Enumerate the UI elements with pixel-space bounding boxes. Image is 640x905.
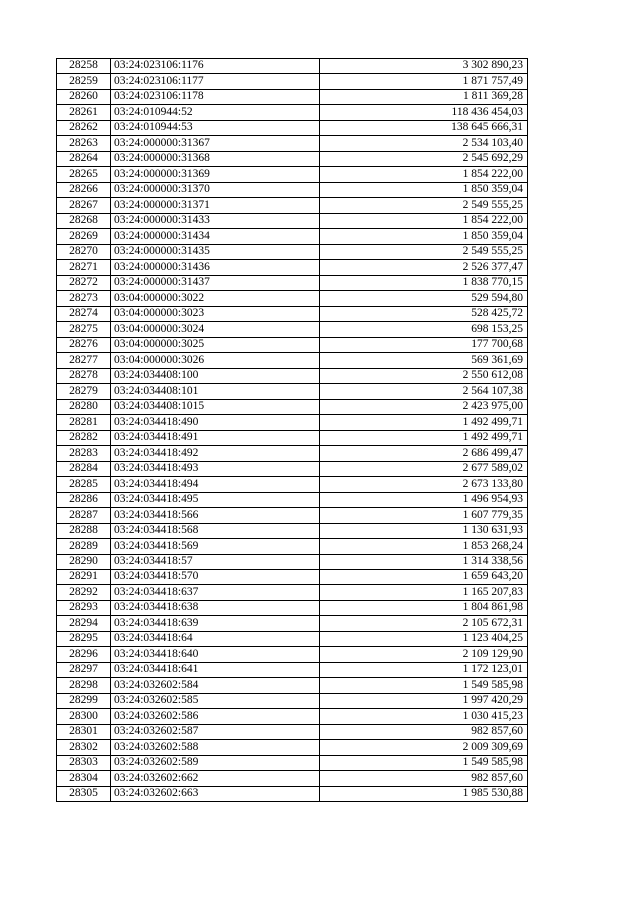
cadastral-number: 03:24:034418:569 bbox=[111, 539, 320, 554]
cadastral-number: 03:24:034418:568 bbox=[111, 523, 320, 538]
cadastral-value: 569 361,69 bbox=[320, 353, 528, 368]
cadastral-number: 03:24:010944:52 bbox=[111, 105, 320, 120]
row-number: 28295 bbox=[57, 631, 111, 646]
cadastral-number: 03:24:032602:586 bbox=[111, 709, 320, 724]
table-row bbox=[57, 693, 528, 708]
table-row bbox=[57, 322, 528, 337]
cadastral-number: 03:24:023106:1176 bbox=[111, 59, 320, 74]
row-number: 28269 bbox=[57, 229, 111, 244]
row-number: 28264 bbox=[57, 151, 111, 166]
row-number: 28296 bbox=[57, 647, 111, 662]
row-number: 28259 bbox=[57, 74, 111, 89]
row-number: 28287 bbox=[57, 508, 111, 523]
cadastral-value: 1 607 779,35 bbox=[320, 508, 528, 523]
row-number: 28260 bbox=[57, 89, 111, 104]
cadastral-number: 03:04:000000:3025 bbox=[111, 337, 320, 352]
row-number: 28297 bbox=[57, 662, 111, 677]
cadastral-value: 1 985 530,88 bbox=[320, 786, 528, 801]
cadastral-number: 03:24:034418:566 bbox=[111, 508, 320, 523]
cadastral-value: 982 857,60 bbox=[320, 724, 528, 739]
row-number: 28305 bbox=[57, 786, 111, 801]
table-row bbox=[57, 306, 528, 321]
cadastral-value: 1 165 207,83 bbox=[320, 585, 528, 600]
row-number: 28266 bbox=[57, 182, 111, 197]
row-number: 28267 bbox=[57, 198, 111, 213]
row-number: 28288 bbox=[57, 523, 111, 538]
row-number: 28293 bbox=[57, 600, 111, 615]
row-number: 28277 bbox=[57, 353, 111, 368]
row-number: 28263 bbox=[57, 136, 111, 151]
row-number: 28268 bbox=[57, 213, 111, 228]
table-row bbox=[57, 523, 528, 538]
cadastral-number: 03:24:000000:31367 bbox=[111, 136, 320, 151]
cadastral-value: 1 549 585,98 bbox=[320, 755, 528, 770]
cadastral-number: 03:04:000000:3023 bbox=[111, 306, 320, 321]
cadastral-number: 03:24:032602:584 bbox=[111, 678, 320, 693]
cadastral-number: 03:24:032602:662 bbox=[111, 771, 320, 786]
cadastral-value: 2 677 589,02 bbox=[320, 461, 528, 476]
table-row bbox=[57, 105, 528, 120]
cadastral-number: 03:24:000000:31369 bbox=[111, 167, 320, 182]
table-row bbox=[57, 337, 528, 352]
cadastral-number: 03:24:000000:31436 bbox=[111, 260, 320, 275]
table-row bbox=[57, 198, 528, 213]
table-row bbox=[57, 554, 528, 569]
cadastral-number: 03:24:034418:493 bbox=[111, 461, 320, 476]
cadastral-number: 03:24:034418:490 bbox=[111, 415, 320, 430]
row-number: 28274 bbox=[57, 306, 111, 321]
table-row bbox=[57, 600, 528, 615]
table-row bbox=[57, 461, 528, 476]
row-number: 28292 bbox=[57, 585, 111, 600]
cadastral-value: 2 109 129,90 bbox=[320, 647, 528, 662]
cadastral-number: 03:24:032602:588 bbox=[111, 740, 320, 755]
cadastral-value: 1 997 420,29 bbox=[320, 693, 528, 708]
row-number: 28271 bbox=[57, 260, 111, 275]
row-number: 28270 bbox=[57, 244, 111, 259]
cadastral-value: 1 804 861,98 bbox=[320, 600, 528, 615]
row-number: 28298 bbox=[57, 678, 111, 693]
cadastral-value: 1 492 499,71 bbox=[320, 430, 528, 445]
cadastral-number: 03:24:034418:637 bbox=[111, 585, 320, 600]
table-row bbox=[57, 616, 528, 631]
cadastral-number: 03:24:034408:100 bbox=[111, 368, 320, 383]
cadastral-number: 03:24:032602:589 bbox=[111, 755, 320, 770]
cadastral-value: 1 850 359,04 bbox=[320, 182, 528, 197]
cadastral-value: 529 594,80 bbox=[320, 291, 528, 306]
row-number: 28280 bbox=[57, 399, 111, 414]
cadastral-number: 03:24:034418:494 bbox=[111, 477, 320, 492]
row-number: 28262 bbox=[57, 120, 111, 135]
cadastral-number: 03:24:000000:31371 bbox=[111, 198, 320, 213]
cadastral-number: 03:24:023106:1177 bbox=[111, 74, 320, 89]
cadastral-value: 2 686 499,47 bbox=[320, 446, 528, 461]
cadastral-value: 2 673 133,80 bbox=[320, 477, 528, 492]
cadastral-value: 1 871 757,49 bbox=[320, 74, 528, 89]
table-row bbox=[57, 740, 528, 755]
cadastral-number: 03:24:034418:640 bbox=[111, 647, 320, 662]
table-row bbox=[57, 786, 528, 801]
table-row bbox=[57, 275, 528, 290]
row-number: 28284 bbox=[57, 461, 111, 476]
cadastral-value: 138 645 666,31 bbox=[320, 120, 528, 135]
row-number: 28273 bbox=[57, 291, 111, 306]
cadastral-value: 2 526 377,47 bbox=[320, 260, 528, 275]
table-row bbox=[57, 353, 528, 368]
table-row bbox=[57, 291, 528, 306]
table-row bbox=[57, 508, 528, 523]
cadastral-value: 2 550 612,08 bbox=[320, 368, 528, 383]
table-row bbox=[57, 662, 528, 677]
table-row bbox=[57, 569, 528, 584]
cadastral-number: 03:04:000000:3026 bbox=[111, 353, 320, 368]
cadastral-value-table bbox=[56, 58, 528, 802]
cadastral-value: 118 436 454,03 bbox=[320, 105, 528, 120]
cadastral-value: 1 811 369,28 bbox=[320, 89, 528, 104]
row-number: 28261 bbox=[57, 105, 111, 120]
cadastral-number: 03:24:010944:53 bbox=[111, 120, 320, 135]
row-number: 28275 bbox=[57, 322, 111, 337]
cadastral-value: 1 492 499,71 bbox=[320, 415, 528, 430]
cadastral-value: 2 549 555,25 bbox=[320, 198, 528, 213]
cadastral-value: 528 425,72 bbox=[320, 306, 528, 321]
table-row bbox=[57, 709, 528, 724]
cadastral-number: 03:24:032602:587 bbox=[111, 724, 320, 739]
cadastral-value: 1 549 585,98 bbox=[320, 678, 528, 693]
row-number: 28278 bbox=[57, 368, 111, 383]
table-row bbox=[57, 585, 528, 600]
cadastral-value: 3 302 890,23 bbox=[320, 59, 528, 74]
cadastral-number: 03:24:000000:31435 bbox=[111, 244, 320, 259]
table-row bbox=[57, 678, 528, 693]
row-number: 28302 bbox=[57, 740, 111, 755]
table-row bbox=[57, 59, 528, 74]
cadastral-value: 2 534 103,40 bbox=[320, 136, 528, 151]
table-row bbox=[57, 430, 528, 445]
cadastral-number: 03:24:000000:31434 bbox=[111, 229, 320, 244]
cadastral-number: 03:04:000000:3022 bbox=[111, 291, 320, 306]
table-row bbox=[57, 182, 528, 197]
cadastral-number: 03:24:034418:641 bbox=[111, 662, 320, 677]
row-number: 28281 bbox=[57, 415, 111, 430]
table-row bbox=[57, 492, 528, 507]
cadastral-number: 03:24:034418:57 bbox=[111, 554, 320, 569]
table-row bbox=[57, 647, 528, 662]
cadastral-value: 1 854 222,00 bbox=[320, 167, 528, 182]
table-row bbox=[57, 120, 528, 135]
row-number: 28294 bbox=[57, 616, 111, 631]
cadastral-number: 03:24:034418:639 bbox=[111, 616, 320, 631]
cadastral-value: 1 850 359,04 bbox=[320, 229, 528, 244]
cadastral-number: 03:24:032602:585 bbox=[111, 693, 320, 708]
cadastral-value: 177 700,68 bbox=[320, 337, 528, 352]
table-row bbox=[57, 260, 528, 275]
row-number: 28279 bbox=[57, 384, 111, 399]
cadastral-value: 1 130 631,93 bbox=[320, 523, 528, 538]
row-number: 28290 bbox=[57, 554, 111, 569]
table-row bbox=[57, 167, 528, 182]
cadastral-number: 03:04:000000:3024 bbox=[111, 322, 320, 337]
cadastral-number: 03:24:000000:31437 bbox=[111, 275, 320, 290]
cadastral-number: 03:24:034408:101 bbox=[111, 384, 320, 399]
cadastral-value: 2 009 309,69 bbox=[320, 740, 528, 755]
table-row bbox=[57, 477, 528, 492]
row-number: 28301 bbox=[57, 724, 111, 739]
cadastral-value: 2 105 672,31 bbox=[320, 616, 528, 631]
table-row bbox=[57, 446, 528, 461]
cadastral-value: 1 496 954,93 bbox=[320, 492, 528, 507]
row-number: 28286 bbox=[57, 492, 111, 507]
table-row bbox=[57, 229, 528, 244]
row-number: 28282 bbox=[57, 430, 111, 445]
cadastral-number: 03:24:034418:638 bbox=[111, 600, 320, 615]
cadastral-number: 03:24:034418:491 bbox=[111, 430, 320, 445]
cadastral-number: 03:24:034418:64 bbox=[111, 631, 320, 646]
cadastral-number: 03:24:034418:495 bbox=[111, 492, 320, 507]
cadastral-value: 982 857,60 bbox=[320, 771, 528, 786]
cadastral-value: 2 549 555,25 bbox=[320, 244, 528, 259]
cadastral-value: 2 545 692,29 bbox=[320, 151, 528, 166]
row-number: 28291 bbox=[57, 569, 111, 584]
table-row bbox=[57, 399, 528, 414]
table-row bbox=[57, 539, 528, 554]
cadastral-value: 1 314 338,56 bbox=[320, 554, 528, 569]
table-row bbox=[57, 771, 528, 786]
table-row bbox=[57, 74, 528, 89]
cadastral-value: 1 853 268,24 bbox=[320, 539, 528, 554]
cadastral-value: 2 564 107,38 bbox=[320, 384, 528, 399]
cadastral-value: 1 172 123,01 bbox=[320, 662, 528, 677]
table-row bbox=[57, 724, 528, 739]
cadastral-value: 1 030 415,23 bbox=[320, 709, 528, 724]
cadastral-value: 1 123 404,25 bbox=[320, 631, 528, 646]
cadastral-value: 1 854 222,00 bbox=[320, 213, 528, 228]
cadastral-number: 03:24:023106:1178 bbox=[111, 89, 320, 104]
row-number: 28300 bbox=[57, 709, 111, 724]
cadastral-number: 03:24:000000:31433 bbox=[111, 213, 320, 228]
cadastral-number: 03:24:000000:31370 bbox=[111, 182, 320, 197]
row-number: 28265 bbox=[57, 167, 111, 182]
row-number: 28304 bbox=[57, 771, 111, 786]
cadastral-value: 1 659 643,20 bbox=[320, 569, 528, 584]
row-number: 28285 bbox=[57, 477, 111, 492]
table-row bbox=[57, 136, 528, 151]
table-row bbox=[57, 755, 528, 770]
cadastral-value: 2 423 975,00 bbox=[320, 399, 528, 414]
row-number: 28258 bbox=[57, 59, 111, 74]
cadastral-number: 03:24:034418:492 bbox=[111, 446, 320, 461]
table-row bbox=[57, 244, 528, 259]
cadastral-value: 698 153,25 bbox=[320, 322, 528, 337]
cadastral-value: 1 838 770,15 bbox=[320, 275, 528, 290]
row-number: 28272 bbox=[57, 275, 111, 290]
row-number: 28289 bbox=[57, 539, 111, 554]
cadastral-number: 03:24:000000:31368 bbox=[111, 151, 320, 166]
cadastral-number: 03:24:034418:570 bbox=[111, 569, 320, 584]
row-number: 28303 bbox=[57, 755, 111, 770]
table-row bbox=[57, 415, 528, 430]
table-row bbox=[57, 631, 528, 646]
table-body bbox=[57, 59, 528, 802]
row-number: 28283 bbox=[57, 446, 111, 461]
cadastral-number: 03:24:032602:663 bbox=[111, 786, 320, 801]
table-row bbox=[57, 89, 528, 104]
table-row bbox=[57, 384, 528, 399]
table-row bbox=[57, 213, 528, 228]
row-number: 28299 bbox=[57, 693, 111, 708]
cadastral-number: 03:24:034408:1015 bbox=[111, 399, 320, 414]
table-row bbox=[57, 151, 528, 166]
row-number: 28276 bbox=[57, 337, 111, 352]
table-row bbox=[57, 368, 528, 383]
